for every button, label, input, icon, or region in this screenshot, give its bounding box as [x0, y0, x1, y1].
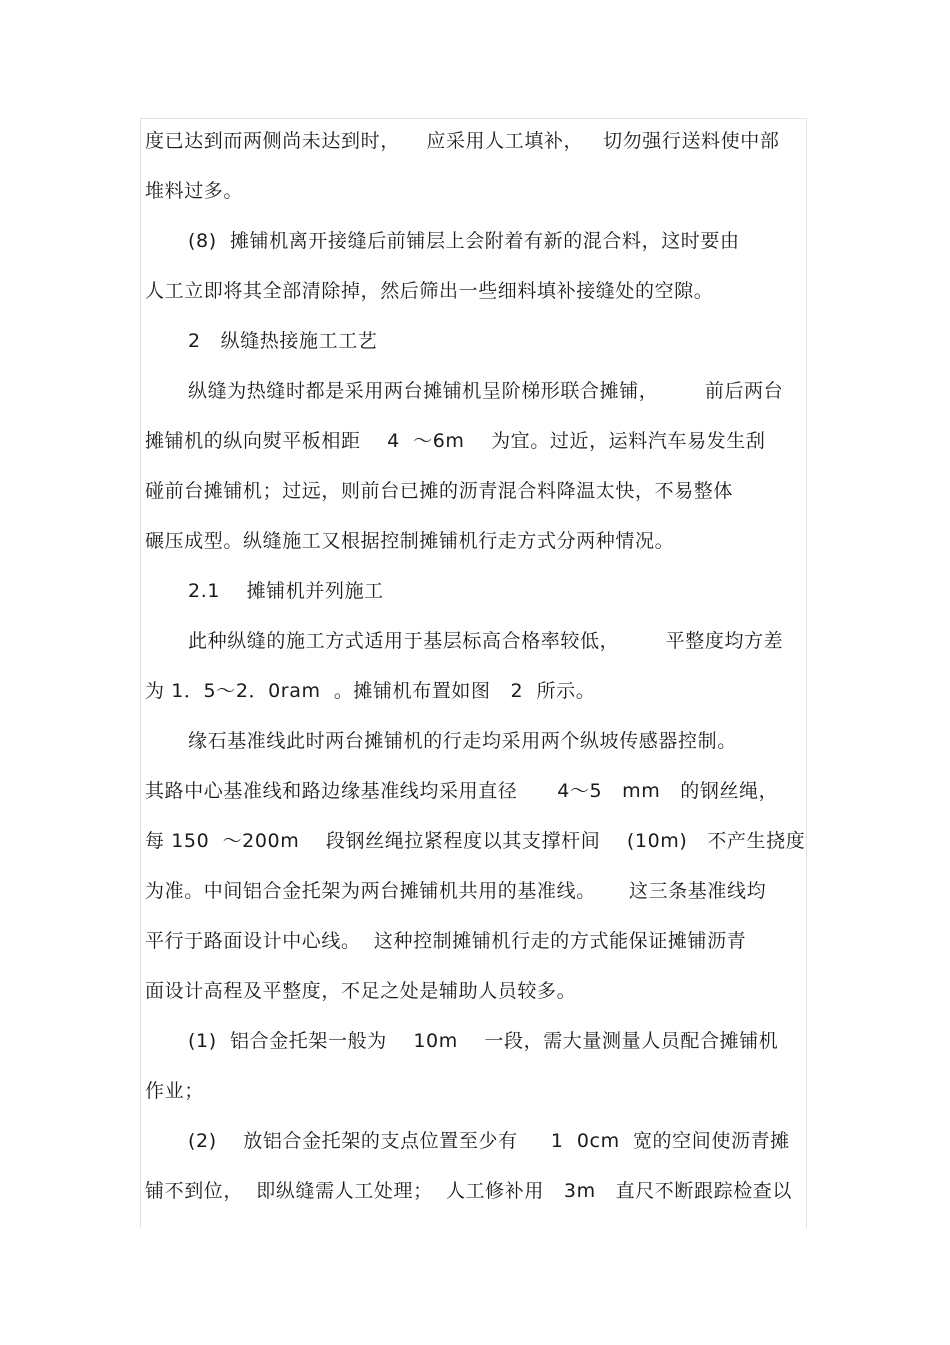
text-line: 碰前台摊铺机；过远，则前台已摊的沥青混合料降温太快，不易整体 — [145, 480, 734, 502]
text-line: 为准。中间铝合金托架为两台摊铺机共用的基准线。 这三条基准线均 — [145, 880, 767, 902]
text-line: 其路中心基准线和路边缘基准线均采用直径 4～5 mm 的钢丝绳， — [145, 780, 779, 802]
text-line: 面设计高程及平整度，不足之处是辅助人员较多。 — [145, 980, 577, 1002]
text-line: 纵缝为热缝时都是采用两台摊铺机呈阶梯形联合摊铺， 前后两台 — [188, 380, 784, 402]
text-line: 度已达到而两侧尚未达到时， 应采用人工填补， 切勿强行送料使中部 — [145, 130, 780, 152]
section-heading: 2.1 摊铺机并列施工 — [188, 580, 384, 602]
text-line: 每 150 ～200m 段钢丝绳拉紧程度以其支撑杆间 (10m) 不产生挠度 — [145, 830, 806, 852]
text-line: (1) 铝合金托架一般为 10m 一段，需大量测量人员配合摊铺机 — [188, 1030, 779, 1052]
text-line: 缘石基准线此时两台摊铺机的行走均采用两个纵坡传感器控制。 — [188, 730, 737, 752]
text-line: 碾压成型。纵缝施工又根据控制摊铺机行走方式分两种情况。 — [145, 530, 675, 552]
text-line: 为 1．5～2．0ram 。摊铺机布置如图 2 所示。 — [145, 680, 596, 702]
text-line: 摊铺机的纵向熨平板相距 4 ～6m 为宜。过近，运料汽车易发生刮 — [145, 430, 766, 452]
text-line: 铺不到位， 即纵缝需人工处理； 人工修补用 3m 直尺不断跟踪检查以 — [145, 1180, 792, 1202]
text-line: 此种纵缝的施工方式适用于基层标高合格率较低， 平整度均方差 — [188, 630, 784, 652]
text-line: 作业； — [145, 1080, 204, 1102]
section-heading: 2 纵缝热接施工工艺 — [188, 330, 378, 352]
text-line: 人工立即将其全部清除掉，然后筛出一些细料填补接缝处的空隙。 — [145, 280, 714, 302]
text-line: (8) 摊铺机离开接缝后前铺层上会附着有新的混合料，这时要由 — [188, 230, 740, 252]
text-line: 平行于路面设计中心线。 这种控制摊铺机行走的方式能保证摊铺沥青 — [145, 930, 747, 952]
text-line: 堆料过多。 — [145, 180, 244, 202]
text-line: (2) 放铝合金托架的支点位置至少有 1 0cm 宽的空间使沥青摊 — [188, 1130, 790, 1152]
